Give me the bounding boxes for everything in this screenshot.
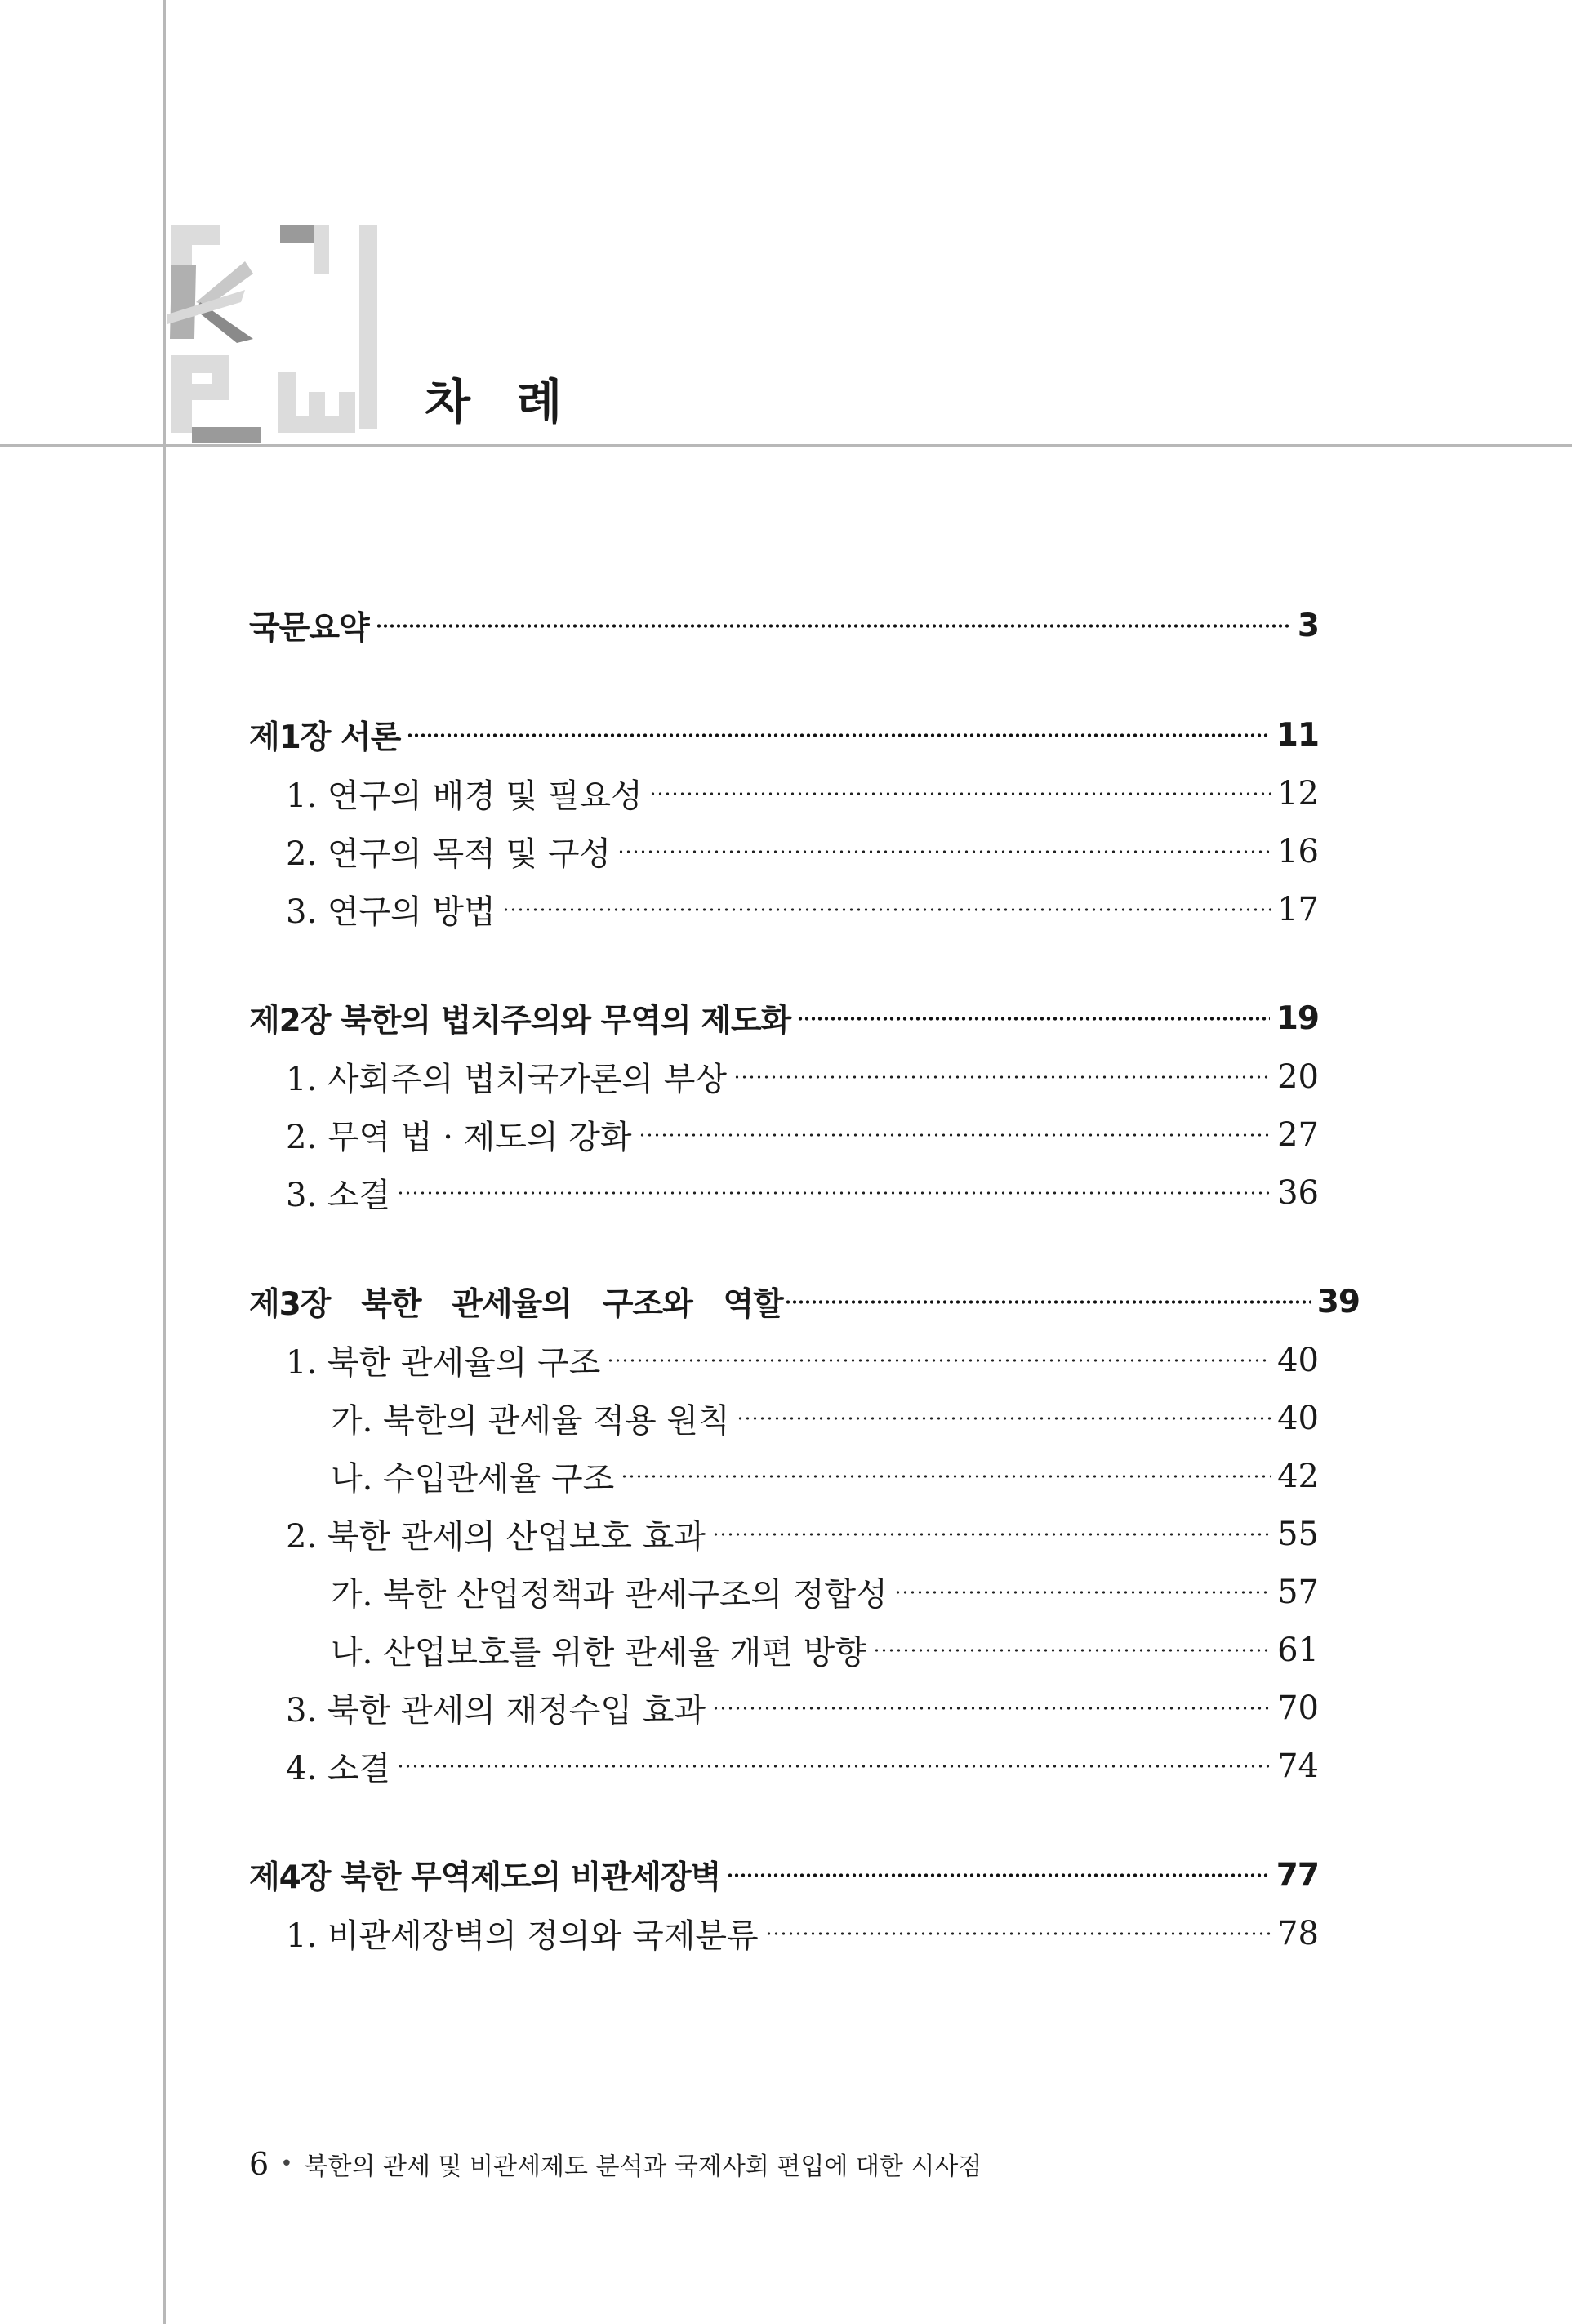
toc-label: 3. 연구의 방법 — [286, 893, 496, 931]
toc-label: 3. 북한 관세의 재정수입 효과 — [286, 1692, 706, 1730]
dot-leader — [407, 733, 1269, 737]
toc-page: 17 — [1277, 890, 1319, 928]
toc-page: 40 — [1277, 1399, 1319, 1437]
dot-leader — [797, 1017, 1269, 1021]
page-footer — [249, 2146, 982, 2182]
toc-label: 2. 무역 법 · 제도의 강화 — [286, 1119, 632, 1156]
toc-page: 70 — [1277, 1689, 1319, 1727]
toc-page: 42 — [1277, 1457, 1319, 1495]
toc-label: 1. 비관세장벽의 정의와 국제분류 — [286, 1917, 759, 1955]
dot-leader — [397, 1765, 1271, 1768]
table-of-contents — [249, 596, 1360, 1962]
toc-label: 2. 연구의 목적 및 구성 — [286, 835, 612, 873]
toc-entry-section[interactable] — [249, 1904, 1319, 1962]
toc-entry-section[interactable] — [249, 1331, 1319, 1389]
toc-entry-chapter-3[interactable] — [249, 1272, 1360, 1331]
toc-label: 가. 북한의 관세율 적용 원칙 — [331, 1402, 730, 1440]
toc-entry-subsection[interactable] — [249, 1563, 1319, 1621]
dot-leader — [727, 1873, 1269, 1877]
toc-entry-section[interactable] — [249, 764, 1319, 822]
toc-label: 1. 사회주의 법치국가론의 부상 — [286, 1061, 727, 1098]
toc-page: 12 — [1277, 774, 1319, 813]
toc-page: 61 — [1277, 1631, 1319, 1669]
toc-entry-section[interactable] — [249, 822, 1319, 880]
toc-page: 3 — [1297, 607, 1319, 644]
toc-page: 20 — [1277, 1057, 1319, 1096]
dot-leader — [649, 792, 1271, 795]
dot-leader — [621, 1475, 1271, 1478]
toc-page: 16 — [1277, 832, 1319, 870]
dot-leader — [873, 1649, 1271, 1652]
toc-label: 나. 산업보호를 위한 관세율 개편 방향 — [331, 1634, 866, 1672]
toc-entry-chapter-1[interactable] — [249, 706, 1319, 764]
toc-entry-subsection[interactable] — [249, 1389, 1319, 1447]
toc-label: 4. 소결 — [286, 1750, 391, 1788]
toc-entry-section[interactable] — [249, 880, 1319, 938]
toc-label: 1. 연구의 배경 및 필요성 — [286, 777, 643, 815]
toc-page: 57 — [1277, 1573, 1319, 1611]
page-number: 6 — [249, 2146, 269, 2182]
dot-leader — [617, 850, 1271, 853]
toc-label: 국문요약 — [249, 610, 369, 647]
dot-leader — [607, 1359, 1271, 1362]
dot-leader — [737, 1417, 1271, 1420]
toc-page: 19 — [1276, 999, 1319, 1037]
page-title: 차 례 — [425, 374, 577, 430]
toc-page: 55 — [1277, 1515, 1319, 1553]
toc-entry-section[interactable] — [249, 1106, 1319, 1164]
toc-page: 40 — [1277, 1341, 1319, 1379]
footer-bullet: • — [280, 2152, 293, 2176]
toc-label: 제3장 북한 관세율의 구조와 역할 — [249, 1286, 783, 1323]
toc-page: 74 — [1277, 1747, 1319, 1785]
toc-page: 27 — [1277, 1115, 1319, 1154]
dot-leader — [765, 1932, 1271, 1935]
running-title: 북한의 관세 및 비관세제도 분석과 국제사회 편입에 대한 시사점 — [304, 2153, 982, 2181]
toc-label: 1. 북한 관세율의 구조 — [286, 1344, 601, 1382]
dot-leader — [639, 1133, 1271, 1137]
toc-entry-subsection[interactable] — [249, 1447, 1319, 1505]
toc-entry-chapter-4[interactable] — [249, 1845, 1319, 1904]
dot-leader — [397, 1191, 1271, 1195]
toc-label: 제2장 북한의 법치주의와 무역의 제도화 — [249, 1003, 791, 1040]
dot-leader — [785, 1300, 1311, 1304]
toc-label: 나. 수입관세율 구조 — [331, 1460, 615, 1498]
dot-leader — [712, 1707, 1271, 1710]
toc-label: 제4장 북한 무역제도의 비관세장벽 — [249, 1859, 721, 1896]
toc-label: 제1장 서론 — [249, 719, 401, 756]
toc-page: 78 — [1277, 1914, 1319, 1952]
toc-entry-section[interactable] — [249, 1505, 1319, 1563]
k-letter-icon — [163, 257, 261, 347]
toc-entry-section[interactable] — [249, 1737, 1319, 1795]
kpei-logo — [163, 225, 392, 445]
dot-leader — [733, 1075, 1271, 1079]
dot-leader — [894, 1591, 1271, 1594]
toc-entry-chapter-2[interactable] — [249, 989, 1319, 1048]
dot-leader — [376, 624, 1291, 628]
dot-leader — [712, 1533, 1271, 1536]
toc-entry-intro[interactable] — [249, 596, 1319, 655]
toc-label: 가. 북한 산업정책과 관세구조의 정합성 — [331, 1576, 888, 1614]
toc-page: 39 — [1316, 1283, 1360, 1320]
toc-page: 11 — [1276, 716, 1319, 754]
toc-entry-subsection[interactable] — [249, 1621, 1319, 1679]
toc-label: 3. 소결 — [286, 1177, 391, 1214]
dot-leader — [502, 908, 1271, 911]
toc-entry-section[interactable] — [249, 1679, 1319, 1737]
toc-page: 77 — [1276, 1856, 1319, 1894]
toc-entry-section[interactable] — [249, 1048, 1319, 1106]
toc-entry-section[interactable] — [249, 1164, 1319, 1222]
toc-page: 36 — [1277, 1173, 1319, 1212]
toc-label: 2. 북한 관세의 산업보호 효과 — [286, 1518, 706, 1556]
